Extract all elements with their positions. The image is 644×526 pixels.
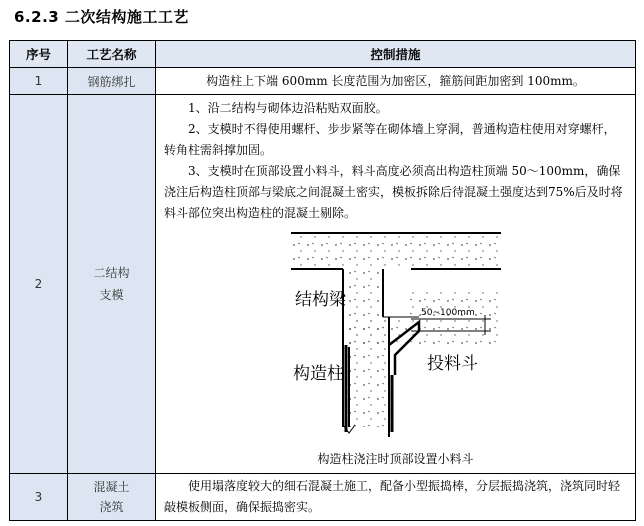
process-name: 钢筋绑扎 — [68, 68, 156, 95]
column-label: 构造柱 — [292, 364, 344, 384]
measure-text — [156, 474, 636, 521]
process-name-line: 二结构 — [93, 266, 130, 280]
process-name-line: 支模 — [99, 288, 124, 302]
process-name-line: 浇筑 — [99, 500, 124, 514]
section-heading: 6.2.3 二次结构施工工艺 — [14, 8, 189, 26]
process-name-line: 混凝土 — [93, 480, 130, 494]
measure-line: 构造柱上下端 600mm 长度范围为加密区，箍筋间距加密到 100mm。 — [206, 73, 585, 88]
figure-caption: 构造柱浇注时顶部设置小料斗 — [317, 452, 474, 466]
hopper-label: 投料斗 — [426, 354, 478, 374]
dimension-label: 50~100mm — [420, 308, 475, 318]
table-row — [10, 68, 636, 95]
table-row — [10, 95, 636, 474]
measure-line: 3、支模时在顶部设置小料斗，料斗高度必须高出构造柱顶端 50～100mm，确保浇注后构造柱顶部与梁底之间混凝土密实，模板拆除后待混凝土强度达到75%后及时将料斗部位突出构造柱的混凝土剔除。 — [164, 164, 623, 220]
row-number: 3 — [10, 474, 68, 521]
beam-label: 结构梁 — [294, 290, 346, 310]
row-number: 1 — [10, 68, 68, 95]
header-no: 序号 — [10, 41, 68, 68]
table-header-row — [10, 41, 636, 68]
header-measures: 控制措施 — [156, 41, 636, 68]
measure-line: 使用塌落度较大的细石混凝土施工，配备小型振捣棒，分层振捣浇筑，浇筑同时轻敲模板侧面，确保振捣密实。 — [164, 479, 621, 514]
process-name — [68, 95, 156, 474]
measure-text — [156, 95, 636, 474]
measure-text — [156, 68, 636, 95]
measure-line: 1、沿二结构与砌体边沿粘贴双面胶。 — [188, 101, 388, 115]
hopper-diagram-svg — [291, 227, 501, 439]
measure-line: 2、支模时不得使用螺杆、步步紧等在砌体墙上穿洞，普通构造柱使用对穿螺杆，转角柱需斜撑加固。 — [164, 122, 616, 157]
row-number: 2 — [10, 95, 68, 474]
table-row — [10, 474, 636, 521]
process-table — [9, 40, 636, 521]
header-name: 工艺名称 — [68, 41, 156, 68]
hopper-diagram — [291, 227, 501, 446]
process-name — [68, 474, 156, 521]
